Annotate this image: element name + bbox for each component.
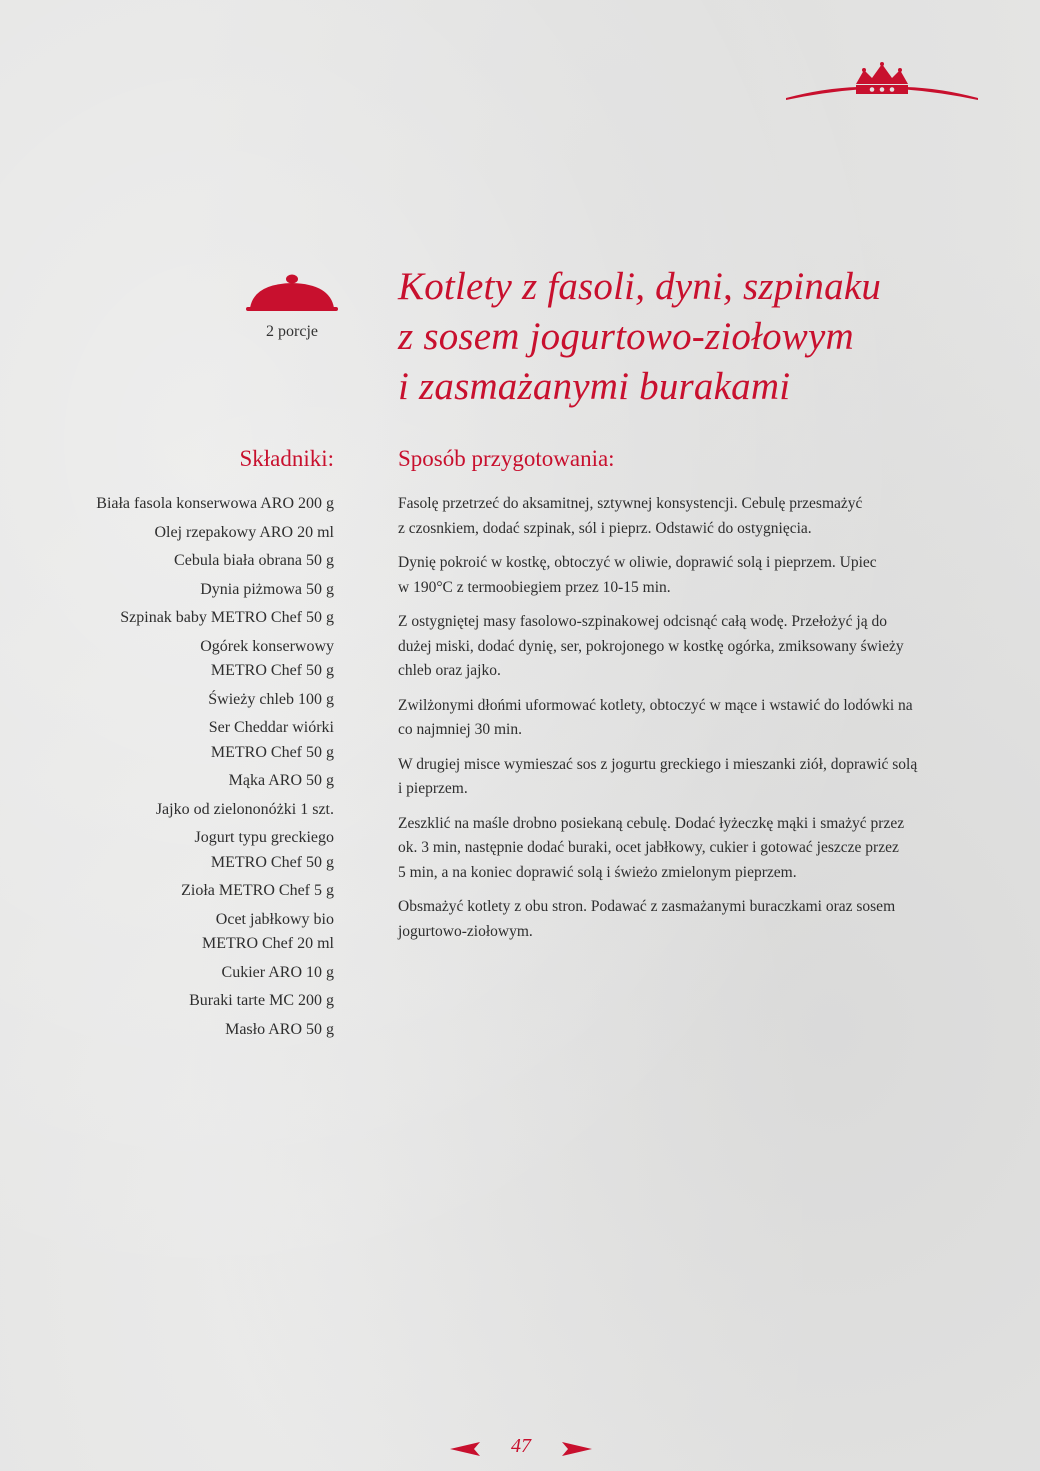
ingredient-item — [40, 908, 334, 957]
ingredient-item — [40, 1018, 334, 1043]
page-footer — [450, 1434, 592, 1464]
ingredients-heading: Składniki: — [239, 446, 334, 471]
page-number: 47 — [511, 1435, 531, 1457]
ingredient-item — [40, 549, 334, 574]
cloche-icon — [246, 272, 338, 314]
preparation-step-line: jogurtowo-ziołowym. — [398, 922, 533, 940]
ingredient-item — [40, 578, 334, 603]
ingredient-line: Jogurt typu greckiego — [194, 829, 334, 846]
ingredient-line: Ocet jabłkowy bio — [215, 910, 334, 928]
preparation-step — [398, 812, 978, 886]
ingredient-line: METRO Chef 50 g — [210, 662, 334, 679]
ingredient-line: Szpinak baby METRO Chef 50 g — [120, 609, 334, 626]
ingredient-item — [40, 606, 334, 631]
ingredient-line: Mąka ARO 50 g — [228, 772, 334, 789]
preparation-step-line: Fasolę przetrzeć do aksamitnej, sztywnej konsystencji. Cebulę przesmażyć — [398, 495, 863, 512]
preparation-step-line: Dynię pokroić w kostkę, obtoczyć w oliwie, doprawić solą i pieprzem. Upiec — [398, 554, 877, 571]
arrow-right-icon — [562, 1442, 592, 1456]
preparation-step-line: W drugiej misce wymieszać sos z jogurtu greckiego i mieszanki ziół, doprawić solą — [398, 755, 918, 773]
preparation-step-line: Obsmażyć kotlety z obu stron. Podawać z zasmażanymi buraczkami oraz sosem — [398, 898, 896, 915]
ingredient-line: Cukier ARO 10 g — [221, 963, 334, 981]
ingredient-line: METRO Chef 20 ml — [202, 935, 334, 952]
recipe-title — [398, 262, 998, 412]
ingredient-item — [40, 769, 334, 794]
ingredient-line: Świeży chleb 100 g — [208, 690, 334, 708]
ingredient-line: Dynia piżmowa 50 g — [200, 580, 334, 598]
preparation-step-line: Zwilżonymi dłońmi uformować kotlety, obtoczyć w mące i wstawić do lodówki na — [398, 696, 913, 714]
preparation-step — [398, 694, 978, 743]
recipe-title-line: z sosem jogurtowo-ziołowym — [398, 315, 854, 358]
preparation-step — [398, 492, 978, 541]
preparation-step — [398, 551, 978, 600]
ingredient-item — [40, 798, 334, 823]
preparation-step-line: z czosnkiem, dodać szpinak, sól i pieprz. Odstawić do ostygnięcia. — [398, 519, 812, 537]
ingredient-item — [40, 879, 334, 904]
preparation-step-line: Z ostygniętej masy fasolowo-szpinakowej odcisnąć całą wodę. Przełożyć ją do — [398, 613, 887, 630]
ingredient-item — [40, 521, 334, 546]
preparation-step — [398, 610, 978, 684]
ingredient-item — [40, 635, 334, 684]
preparation-step-line: co najmniej 30 min. — [398, 721, 522, 738]
ingredient-item — [40, 688, 334, 713]
preparation-step-line: dużej miski, dodać dynię, ser, pokrojonego w kostkę ogórka, zmiksowany świeży — [398, 637, 904, 655]
preparation-step — [398, 753, 978, 802]
ingredient-item — [40, 492, 334, 517]
preparation-heading: Sposób przygotowania: — [398, 446, 615, 471]
preparation-step — [398, 895, 978, 944]
ingredient-line: Cebula biała obrana 50 g — [174, 552, 334, 569]
preparation-step-line: ok. 3 min, następnie dodać buraki, ocet jabłkowy, cukier i gotować jeszcze przez — [398, 839, 899, 856]
ingredient-line: Biała fasola konserwowa ARO 200 g — [96, 495, 334, 512]
crown-icon — [784, 58, 980, 108]
portions-label: 2 porcje — [266, 323, 318, 340]
ingredient-line: Olej rzepakowy ARO 20 ml — [154, 523, 334, 541]
ingredient-line: METRO Chef 50 g — [210, 743, 334, 761]
ingredient-item — [40, 826, 334, 875]
ingredient-line: METRO Chef 50 g — [210, 853, 334, 871]
preparation-step-line: i pieprzem. — [398, 780, 468, 797]
ingredient-line: Ogórek konserwowy — [200, 637, 334, 655]
ingredients-list — [40, 492, 334, 1046]
ingredient-line: Jajko od zielononóżki 1 szt. — [155, 800, 334, 818]
recipe-title-line: Kotlety z fasoli, dyni, szpinaku — [398, 265, 882, 308]
ingredient-item — [40, 716, 334, 765]
recipe-title-line: i zasmażanymi burakami — [398, 365, 791, 408]
preparation-step-line: Zeszklić na maśle drobno posiekaną cebulę. Dodać łyżeczkę mąki i smażyć przez — [398, 814, 905, 832]
ingredient-line: Ser Cheddar wiórki — [208, 719, 334, 736]
ingredient-item — [40, 989, 334, 1014]
ingredient-item — [40, 961, 334, 986]
preparation-steps — [398, 492, 978, 954]
ingredient-line: Masło ARO 50 g — [225, 1020, 334, 1038]
ingredient-line: Zioła METRO Chef 5 g — [181, 882, 334, 899]
preparation-step-line: 5 min, a na koniec doprawić solą i świeżo zmielonym pieprzem. — [398, 863, 797, 881]
preparation-step-line: w 190°C z termoobiegiem przez 10-15 min. — [398, 578, 671, 596]
preparation-step-line: chleb oraz jajko. — [398, 662, 501, 679]
ingredient-line: Buraki tarte MC 200 g — [189, 992, 334, 1009]
